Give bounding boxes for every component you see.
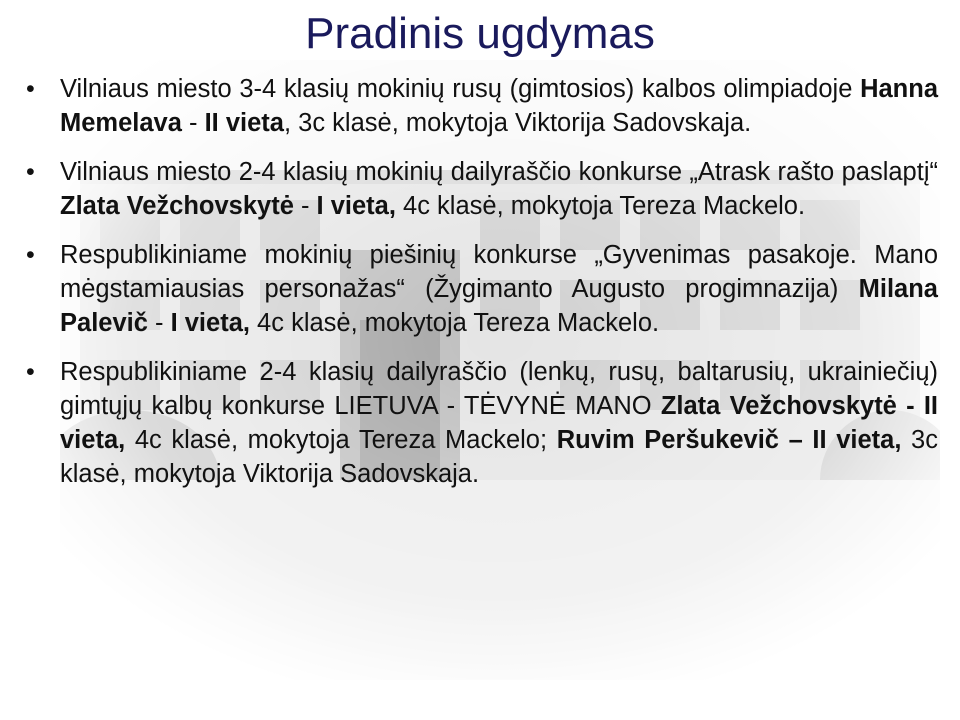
bullet-dot-icon: •	[26, 75, 35, 103]
bullet-dot-icon: •	[26, 158, 35, 186]
achievements-list	[20, 72, 938, 506]
achievement-text: 4c klasė, mokytoja Tereza Mackelo.	[395, 192, 806, 220]
achievement-text: Respublikiniame 2-4 klasių dailyraščio (lenkų, rusų, baltarusių, ukrainiečių) gimtųjų kalbų konkurse LIETUVA - TĖVYNĖ MANO	[60, 358, 938, 420]
slide-title: Pradinis ugdymas	[305, 9, 655, 58]
bullet-dot-icon: •	[26, 241, 35, 269]
achievement-text: 3c klasė, mokytoja Viktorija Sadovskaja.	[60, 426, 938, 488]
achievement-text: -	[147, 309, 171, 337]
achievement-text: Vilniaus miesto 3-4 klasių mokinių rusų (gimtosios) kalbos olimpiadoje	[60, 75, 861, 103]
achievement-text: -	[293, 192, 317, 220]
achievement-highlight: I vieta,	[316, 192, 396, 220]
achievement-highlight: Zlata Vežchovskytė - II vieta,	[60, 392, 939, 454]
achievement-text: Respublikiniame mokinių piešinių konkurse „Gyvenimas pasakoje. Mano mėgstamiausias personažas“ (Žygimanto Augusto progimnazija)	[60, 241, 938, 303]
achievement-item	[20, 155, 938, 223]
achievement-highlight: I vieta,	[170, 309, 250, 337]
achievement-item	[20, 355, 938, 491]
achievement-highlight: Ruvim Peršukevič – II vieta,	[556, 426, 902, 454]
achievement-text: , 3c klasė, mokytoja Viktorija Sadovskaja.	[283, 109, 752, 137]
achievement-highlight: Zlata Vežchovskytė	[60, 192, 294, 220]
achievement-text: -	[181, 109, 205, 137]
achievement-item	[20, 72, 938, 140]
achievement-highlight: Milana Palevič	[60, 275, 938, 337]
achievement-highlight: Hanna Memelava	[60, 75, 938, 137]
bullet-dot-icon: •	[26, 358, 35, 386]
achievement-text: Vilniaus miesto 2-4 klasių mokinių dailyraščio konkurse „Atrask rašto paslaptį“	[60, 158, 938, 186]
achievement-highlight: II vieta	[204, 109, 284, 137]
achievement-item	[20, 238, 938, 340]
achievement-text: 4c klasė, mokytoja Tereza Mackelo.	[249, 309, 660, 337]
achievement-text: 4c klasė, mokytoja Tereza Mackelo;	[125, 426, 557, 454]
